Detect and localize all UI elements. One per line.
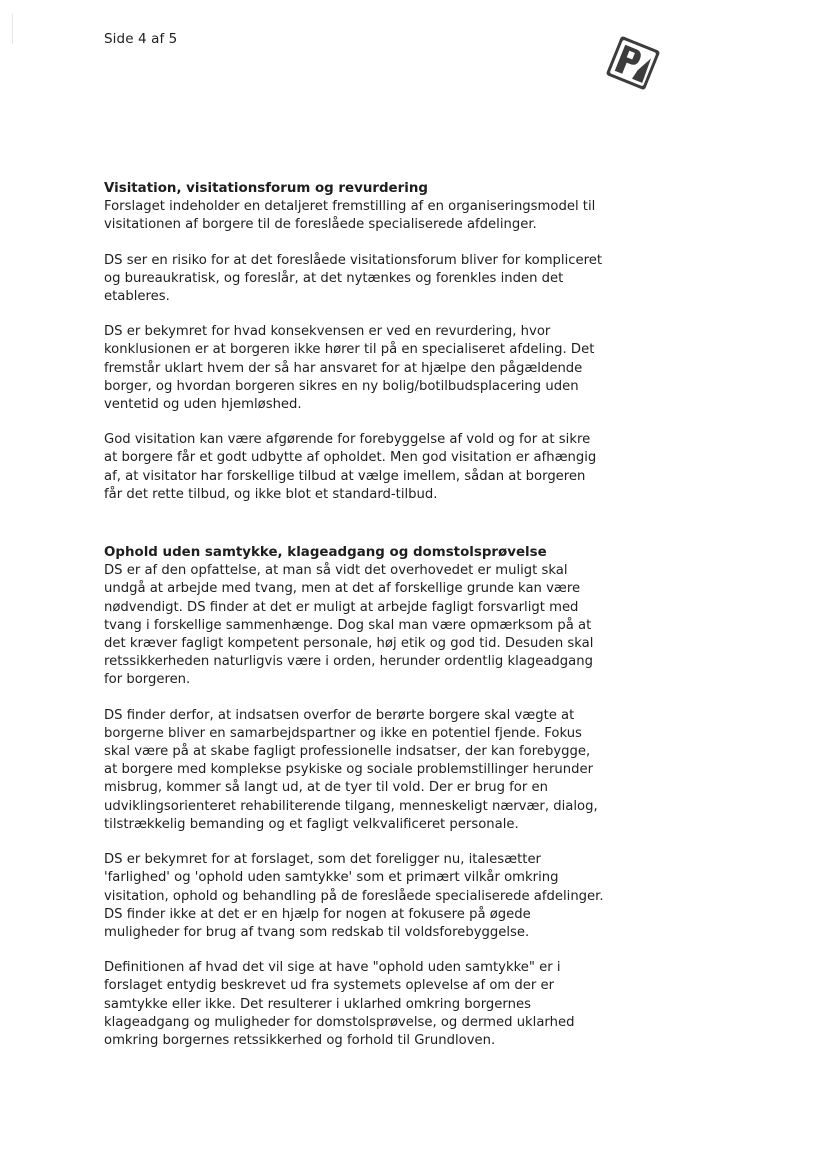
- text-line: DS er af den opfattelse, at man så vidt det overhovedet er muligt skal: [104, 563, 568, 579]
- text-line: visitationen af borgere til de foreslåede specialiserede afdelinger.: [104, 217, 537, 233]
- text-line: DS finder derfor, at indsatsen overfor de berørte borgere skal vægte at: [104, 707, 575, 723]
- text-line: borger, og hvordan borgeren sikres en ny bolig/botilbudsplacering uden: [104, 378, 579, 394]
- section-2: [104, 544, 704, 1050]
- text-line: konklusionen er at borgeren ikke hører til på en specialiseret afdeling. Det: [104, 342, 595, 358]
- text-line: får det rette tilbud, og ikke blot et standard-tilbud.: [104, 486, 438, 502]
- text-line: omkring borgernes retssikkerhed og forhold til Grundloven.: [104, 1032, 496, 1048]
- paragraph: [104, 323, 704, 414]
- text-line: DS finder ikke at det er en hjælp for nogen at fokusere på øgede: [104, 906, 531, 922]
- text-line: DS er bekymret for at forslaget, som det foreligger nu, italesætter: [104, 852, 541, 868]
- text-line: klageadgang og muligheder for domstolsprøvelse, og dermed uklarhed: [104, 1014, 575, 1030]
- section-1: [104, 180, 704, 504]
- text-line: Forslaget indeholder en detaljeret fremstilling af en organiseringsmodel til: [104, 199, 596, 215]
- text-line: at borgere får et godt udbytte af opholdet. Men god visitation er afhængig: [104, 450, 597, 466]
- text-line: skal være på at skabe fagligt professionelle indsatser, der kan forebygge,: [104, 744, 591, 760]
- text-line: God visitation kan være afgørende for forebyggelse af vold og for at sikre: [104, 432, 591, 448]
- text-line: 'farlighed' og 'ophold uden samtykke' som et primært vilkår omkring: [104, 870, 559, 886]
- ds-logo-icon: [600, 30, 666, 96]
- section-heading: Ophold uden samtykke, klageadgang og domstolsprøvelse: [104, 545, 547, 561]
- text-line: og bureaukratisk, og foreslår, at det nytænkes og forenkles inden det: [104, 270, 564, 286]
- text-line: retssikkerheden naturligvis være i orden, herunder ordentlig klageadgang: [104, 654, 593, 670]
- paragraph: [104, 198, 704, 234]
- text-line: misbrug, kommer så langt ud, at de tyer til vold. Der er brug for en: [104, 780, 548, 796]
- text-line: nødvendigt. DS finder at det er muligt at arbejde fagligt forsvarligt med: [104, 599, 579, 615]
- text-line: DS er bekymret for hvad konsekvensen er ved en revurdering, hvor: [104, 324, 551, 340]
- text-line: DS ser en risiko for at det foreslåede visitationsforum bliver for kompliceret: [104, 252, 603, 268]
- scan-edge-mark: [12, 14, 13, 44]
- page-number: Side 4 af 5: [104, 31, 178, 47]
- paragraph: [104, 562, 704, 689]
- text-line: forslaget entydig beskrevet ud fra systemets oplevelse af om der er: [104, 978, 555, 994]
- text-line: undgå at arbejde med tvang, men at det af forskellige grunde kan være: [104, 581, 581, 597]
- paragraph: [104, 431, 704, 504]
- paragraph: [104, 707, 704, 834]
- text-line: muligheder for brug af tvang som redskab til voldsforebyggelse.: [104, 924, 530, 940]
- section-heading: Visitation, visitationsforum og revurdering: [104, 181, 428, 196]
- text-line: udviklingsorienteret rehabiliterende tilgang, menneskeligt nærvær, dialog,: [104, 798, 598, 814]
- text-line: tilstrækkelig bemanding og et fagligt velkvalificeret personale.: [104, 816, 519, 832]
- paragraph: [104, 851, 704, 942]
- text-line: visitation, ophold og behandling på de foreslåede specialiserede afdelinger.: [104, 888, 604, 904]
- text-line: tvang i forskellige sammenhænge. Dog skal man være opmærksom på at: [104, 617, 592, 633]
- text-line: at borgere med komplekse psykiske og sociale problemstillinger herunder: [104, 762, 594, 778]
- text-line: borgerne bliver en samarbejdspartner og ikke en potentiel fjende. Fokus: [104, 725, 582, 741]
- text-line: ventetid og uden hjemløshed.: [104, 397, 302, 413]
- document-body: [104, 180, 704, 1050]
- paragraph: [104, 252, 704, 307]
- text-line: Definitionen af hvad det vil sige at have "ophold uden samtykke" er i: [104, 960, 561, 976]
- text-line: fremstår uklart hvem der så har ansvaret for at hjælpe den pågældende: [104, 360, 583, 376]
- text-line: af, at visitator har forskellige tilbud at vælge imellem, sådan at borgeren: [104, 468, 586, 484]
- text-line: det kræver fagligt kompetent personale, høj etik og god tid. Desuden skal: [104, 636, 594, 652]
- text-line: for borgeren.: [104, 672, 191, 688]
- text-line: etableres.: [104, 289, 170, 305]
- text-line: samtykke eller ikke. Det resulterer i uklarhed omkring borgernes: [104, 996, 531, 1012]
- paragraph: [104, 959, 704, 1050]
